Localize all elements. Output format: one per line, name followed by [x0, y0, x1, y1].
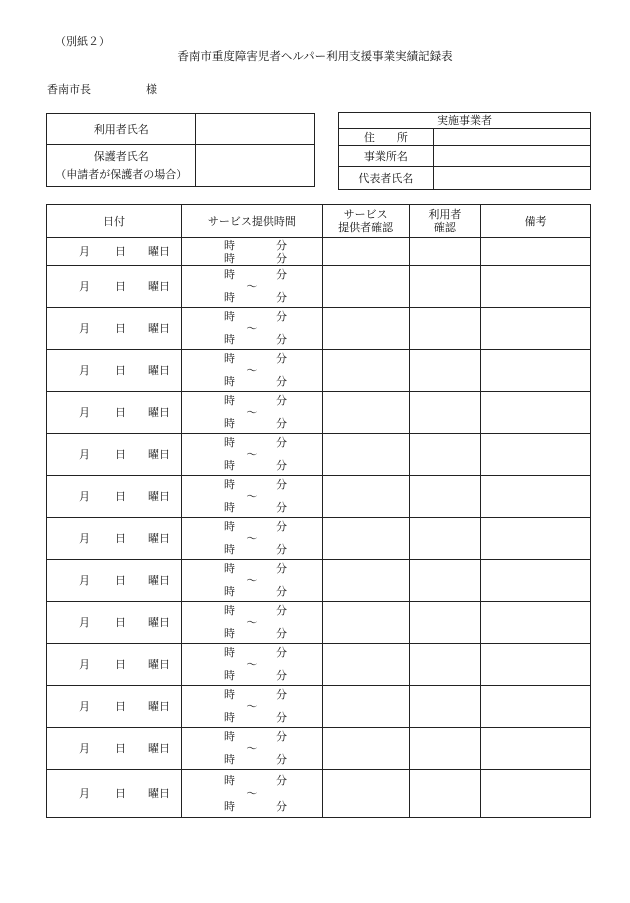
- hour-marker: 時: [223, 333, 235, 347]
- date-cell[interactable]: [47, 518, 182, 560]
- date-cell[interactable]: [47, 770, 182, 818]
- month-marker: 月: [79, 245, 90, 258]
- minute-marker: 分: [275, 501, 287, 515]
- hour-marker: 時: [223, 753, 235, 767]
- header-notes: 備考: [481, 205, 591, 238]
- notes-cell[interactable]: [481, 518, 591, 560]
- table-row: [47, 392, 591, 434]
- minute-marker: 分: [275, 459, 287, 473]
- notes-cell[interactable]: [481, 238, 591, 266]
- range-separator: ～: [246, 447, 258, 461]
- end-time: [182, 800, 322, 813]
- table-row: [47, 238, 591, 266]
- hour-marker: 時: [223, 774, 235, 787]
- time-cell[interactable]: [181, 238, 322, 266]
- table-row: [47, 728, 591, 770]
- weekday-marker: 曜日: [148, 448, 170, 461]
- hour-marker: 時: [223, 669, 235, 683]
- end-time: [182, 376, 322, 388]
- minute-marker: 分: [275, 753, 287, 767]
- day-marker: 日: [115, 742, 126, 755]
- end-time: [182, 544, 322, 556]
- header-date: 日付: [47, 205, 182, 238]
- notes-cell[interactable]: [481, 392, 591, 434]
- date-cell[interactable]: [47, 266, 182, 308]
- weekday-marker: 曜日: [148, 574, 170, 587]
- hour-marker: 時: [223, 291, 235, 305]
- end-time: [182, 334, 322, 346]
- provider-confirm-cell[interactable]: [322, 350, 409, 392]
- minute-marker: 分: [275, 585, 287, 599]
- notes-cell[interactable]: [481, 686, 591, 728]
- notes-cell[interactable]: [481, 308, 591, 350]
- minute-marker: 分: [275, 688, 287, 702]
- hour-marker: 時: [223, 501, 235, 515]
- table-row: [47, 770, 591, 818]
- table-row: [47, 602, 591, 644]
- weekday-marker: 曜日: [148, 280, 170, 293]
- provider-representative-field[interactable]: [433, 167, 590, 190]
- hour-marker: 時: [223, 711, 235, 725]
- hour-marker: 時: [223, 543, 235, 557]
- hour-marker: 時: [223, 310, 235, 324]
- minute-marker: 分: [275, 375, 287, 389]
- user-confirm-cell[interactable]: [409, 238, 481, 266]
- minute-marker: 分: [275, 646, 287, 660]
- minute-marker: 分: [275, 268, 287, 282]
- day-marker: 日: [115, 364, 126, 377]
- addressee: [47, 81, 157, 97]
- date-cell[interactable]: [47, 686, 182, 728]
- day-marker: 日: [115, 616, 126, 629]
- day-marker: 日: [115, 406, 126, 419]
- provider-info-table: [338, 112, 591, 190]
- minute-marker: 分: [275, 711, 287, 725]
- hour-marker: 時: [223, 688, 235, 702]
- month-marker: 月: [79, 700, 90, 713]
- date-cell[interactable]: [47, 350, 182, 392]
- minute-marker: 分: [275, 251, 287, 265]
- minute-marker: 分: [275, 627, 287, 641]
- header-user-confirm-line1: 利用者: [428, 208, 462, 221]
- user-confirm-cell[interactable]: [409, 770, 481, 818]
- date-cell[interactable]: [47, 644, 182, 686]
- minute-marker: 分: [275, 291, 287, 305]
- user-confirm-cell[interactable]: [409, 434, 481, 476]
- provider-confirm-cell[interactable]: [322, 602, 409, 644]
- date-cell[interactable]: [47, 476, 182, 518]
- month-marker: 月: [79, 322, 90, 335]
- range-separator: ～: [246, 573, 258, 587]
- month-marker: 月: [79, 742, 90, 755]
- end-time: [182, 712, 322, 724]
- month-marker: 月: [79, 406, 90, 419]
- provider-confirm-cell[interactable]: [322, 518, 409, 560]
- provider-confirm-cell[interactable]: [322, 308, 409, 350]
- range-separator: ～: [246, 405, 258, 419]
- hour-marker: 時: [223, 417, 235, 431]
- minute-marker: 分: [275, 394, 287, 408]
- time-cell[interactable]: [181, 518, 322, 560]
- table-row: [47, 350, 591, 392]
- table-row: [47, 560, 591, 602]
- hour-marker: 時: [223, 800, 235, 813]
- day-marker: 日: [115, 787, 126, 800]
- date-cell[interactable]: [47, 434, 182, 476]
- time-cell[interactable]: [181, 266, 322, 308]
- end-time: [182, 460, 322, 472]
- table-row: [47, 308, 591, 350]
- minute-marker: 分: [275, 436, 287, 450]
- range-separator: ～: [246, 363, 258, 377]
- time-cell[interactable]: [181, 770, 322, 818]
- day-marker: 日: [115, 280, 126, 293]
- hour-marker: 時: [223, 352, 235, 366]
- user-confirm-cell[interactable]: [409, 686, 481, 728]
- hour-marker: 時: [223, 238, 235, 252]
- weekday-marker: 曜日: [148, 406, 170, 419]
- hour-marker: 時: [223, 627, 235, 641]
- month-marker: 月: [79, 448, 90, 461]
- provider-confirm-cell[interactable]: [322, 686, 409, 728]
- weekday-marker: 曜日: [148, 490, 170, 503]
- notes-cell[interactable]: [481, 602, 591, 644]
- day-marker: 日: [115, 322, 126, 335]
- header-service-time: サービス提供時間: [181, 205, 322, 238]
- end-time: [182, 754, 322, 766]
- weekday-marker: 曜日: [148, 787, 170, 800]
- user-name-label: 利用者氏名: [47, 114, 196, 145]
- table-row: [47, 266, 591, 308]
- time-cell[interactable]: [181, 476, 322, 518]
- date-cell[interactable]: [47, 560, 182, 602]
- user-confirm-cell[interactable]: [409, 560, 481, 602]
- weekday-marker: 曜日: [148, 532, 170, 545]
- end-time: [182, 628, 322, 640]
- hour-marker: 時: [223, 604, 235, 618]
- hour-marker: 時: [223, 562, 235, 576]
- time-cell[interactable]: [181, 308, 322, 350]
- header-user-confirm-line2: 確認: [433, 221, 456, 234]
- hour-marker: 時: [223, 436, 235, 450]
- weekday-marker: 曜日: [148, 700, 170, 713]
- provider-representative-label: 代表者氏名: [339, 167, 434, 190]
- user-name-field[interactable]: [196, 114, 315, 145]
- range-separator: ～: [246, 321, 258, 335]
- user-confirm-cell[interactable]: [409, 476, 481, 518]
- range-separator: ～: [246, 279, 258, 293]
- table-row: [47, 434, 591, 476]
- user-confirm-cell[interactable]: [409, 518, 481, 560]
- day-marker: 日: [115, 574, 126, 587]
- provider-confirm-cell[interactable]: [322, 266, 409, 308]
- range-separator: ～: [246, 531, 258, 545]
- provider-address-label: 住 所: [339, 129, 434, 146]
- header-row: [47, 205, 591, 238]
- table-row: [47, 476, 591, 518]
- month-marker: 月: [79, 658, 90, 671]
- month-marker: 月: [79, 532, 90, 545]
- month-marker: 月: [79, 574, 90, 587]
- guardian-note: （申請者が保護者の場合）: [55, 167, 188, 181]
- user-confirm-cell[interactable]: [409, 644, 481, 686]
- date-cell[interactable]: [47, 308, 182, 350]
- provider-header: 実施事業者: [339, 113, 591, 129]
- provider-office-field[interactable]: [433, 146, 590, 167]
- notes-cell[interactable]: [481, 728, 591, 770]
- table-row: [47, 686, 591, 728]
- time-cell[interactable]: [181, 644, 322, 686]
- time-cell[interactable]: [181, 728, 322, 770]
- date-cell[interactable]: [47, 238, 182, 266]
- header-user-confirm: [409, 205, 481, 238]
- day-marker: 日: [115, 700, 126, 713]
- minute-marker: 分: [275, 520, 287, 534]
- addressee-honorific: 様: [146, 83, 157, 96]
- addressee-name: 香南市長: [47, 83, 91, 96]
- minute-marker: 分: [275, 352, 287, 366]
- user-confirm-cell[interactable]: [409, 308, 481, 350]
- time-cell[interactable]: [181, 602, 322, 644]
- weekday-marker: 曜日: [148, 322, 170, 335]
- time-cell[interactable]: [181, 686, 322, 728]
- guardian-name-label: [47, 145, 196, 187]
- weekday-marker: 曜日: [148, 364, 170, 377]
- end-time: [182, 670, 322, 682]
- provider-confirm-cell[interactable]: [322, 560, 409, 602]
- table-row: [47, 518, 591, 560]
- hour-marker: 時: [223, 478, 235, 492]
- minute-marker: 分: [275, 562, 287, 576]
- weekday-marker: 曜日: [148, 658, 170, 671]
- minute-marker: 分: [275, 604, 287, 618]
- weekday-marker: 曜日: [148, 742, 170, 755]
- date-cell[interactable]: [47, 602, 182, 644]
- minute-marker: 分: [275, 543, 287, 557]
- user-confirm-cell[interactable]: [409, 728, 481, 770]
- end-time: [182, 252, 322, 265]
- end-time: [182, 502, 322, 514]
- day-marker: 日: [115, 490, 126, 503]
- start-time: [182, 774, 322, 787]
- minute-marker: 分: [275, 730, 287, 744]
- hour-marker: 時: [223, 394, 235, 408]
- provider-confirm-cell[interactable]: [322, 644, 409, 686]
- month-marker: 月: [79, 280, 90, 293]
- range-separator: ～: [246, 489, 258, 503]
- hour-marker: 時: [223, 459, 235, 473]
- month-marker: 月: [79, 616, 90, 629]
- start-time: [182, 239, 322, 252]
- day-marker: 日: [115, 532, 126, 545]
- weekday-marker: 曜日: [148, 245, 170, 258]
- guardian-name-label-text: 保護者氏名: [93, 149, 149, 163]
- header-provider-confirm-line1: サービス: [343, 208, 388, 221]
- user-confirm-cell[interactable]: [409, 350, 481, 392]
- provider-address-field[interactable]: [433, 129, 590, 146]
- document-title: 香南市重度障害児者ヘルパー利用支援事業実績記録表: [177, 49, 453, 63]
- hour-marker: 時: [223, 268, 235, 282]
- provider-confirm-cell[interactable]: [322, 392, 409, 434]
- end-time: [182, 292, 322, 304]
- header-provider-confirm: [322, 205, 409, 238]
- provider-confirm-cell[interactable]: [322, 238, 409, 266]
- service-record-table: [46, 204, 591, 818]
- hour-marker: 時: [223, 375, 235, 389]
- notes-cell[interactable]: [481, 266, 591, 308]
- weekday-marker: 曜日: [148, 616, 170, 629]
- minute-marker: 分: [275, 478, 287, 492]
- day-marker: 日: [115, 658, 126, 671]
- table-row: [47, 644, 591, 686]
- minute-marker: 分: [275, 417, 287, 431]
- date-cell[interactable]: [47, 392, 182, 434]
- range-separator: ～: [246, 615, 258, 629]
- time-cell[interactable]: [181, 434, 322, 476]
- user-confirm-cell[interactable]: [409, 266, 481, 308]
- provider-office-label: 事業所名: [339, 146, 434, 167]
- range-separator: ～: [246, 699, 258, 713]
- document-label: （別紙２）: [55, 35, 110, 48]
- notes-cell[interactable]: [481, 644, 591, 686]
- day-marker: 日: [115, 448, 126, 461]
- hour-marker: 時: [223, 730, 235, 744]
- hour-marker: 時: [223, 251, 235, 265]
- notes-cell[interactable]: [481, 476, 591, 518]
- minute-marker: 分: [275, 774, 287, 787]
- minute-marker: 分: [275, 310, 287, 324]
- user-info-table: [46, 113, 315, 187]
- minute-marker: 分: [275, 800, 287, 813]
- end-time: [182, 418, 322, 430]
- month-marker: 月: [79, 364, 90, 377]
- notes-cell[interactable]: [481, 350, 591, 392]
- notes-cell[interactable]: [481, 770, 591, 818]
- notes-cell[interactable]: [481, 434, 591, 476]
- provider-confirm-cell[interactable]: [322, 434, 409, 476]
- range-separator: ～: [246, 741, 258, 755]
- user-confirm-cell[interactable]: [409, 392, 481, 434]
- month-marker: 月: [79, 490, 90, 503]
- header-provider-confirm-line2: 提供者確認: [338, 221, 394, 234]
- hour-marker: 時: [223, 646, 235, 660]
- provider-confirm-cell[interactable]: [322, 728, 409, 770]
- provider-confirm-cell[interactable]: [322, 476, 409, 518]
- notes-cell[interactable]: [481, 560, 591, 602]
- range-separator: ～: [246, 787, 258, 800]
- end-time: [182, 586, 322, 598]
- time-cell[interactable]: [181, 350, 322, 392]
- guardian-name-field[interactable]: [196, 145, 315, 187]
- range-separator: ～: [246, 657, 258, 671]
- time-cell[interactable]: [181, 392, 322, 434]
- provider-confirm-cell[interactable]: [322, 770, 409, 818]
- minute-marker: 分: [275, 238, 287, 252]
- user-confirm-cell[interactable]: [409, 602, 481, 644]
- date-cell[interactable]: [47, 728, 182, 770]
- minute-marker: 分: [275, 333, 287, 347]
- time-cell[interactable]: [181, 560, 322, 602]
- month-marker: 月: [79, 787, 90, 800]
- minute-marker: 分: [275, 669, 287, 683]
- hour-marker: 時: [223, 520, 235, 534]
- day-marker: 日: [115, 245, 126, 258]
- hour-marker: 時: [223, 585, 235, 599]
